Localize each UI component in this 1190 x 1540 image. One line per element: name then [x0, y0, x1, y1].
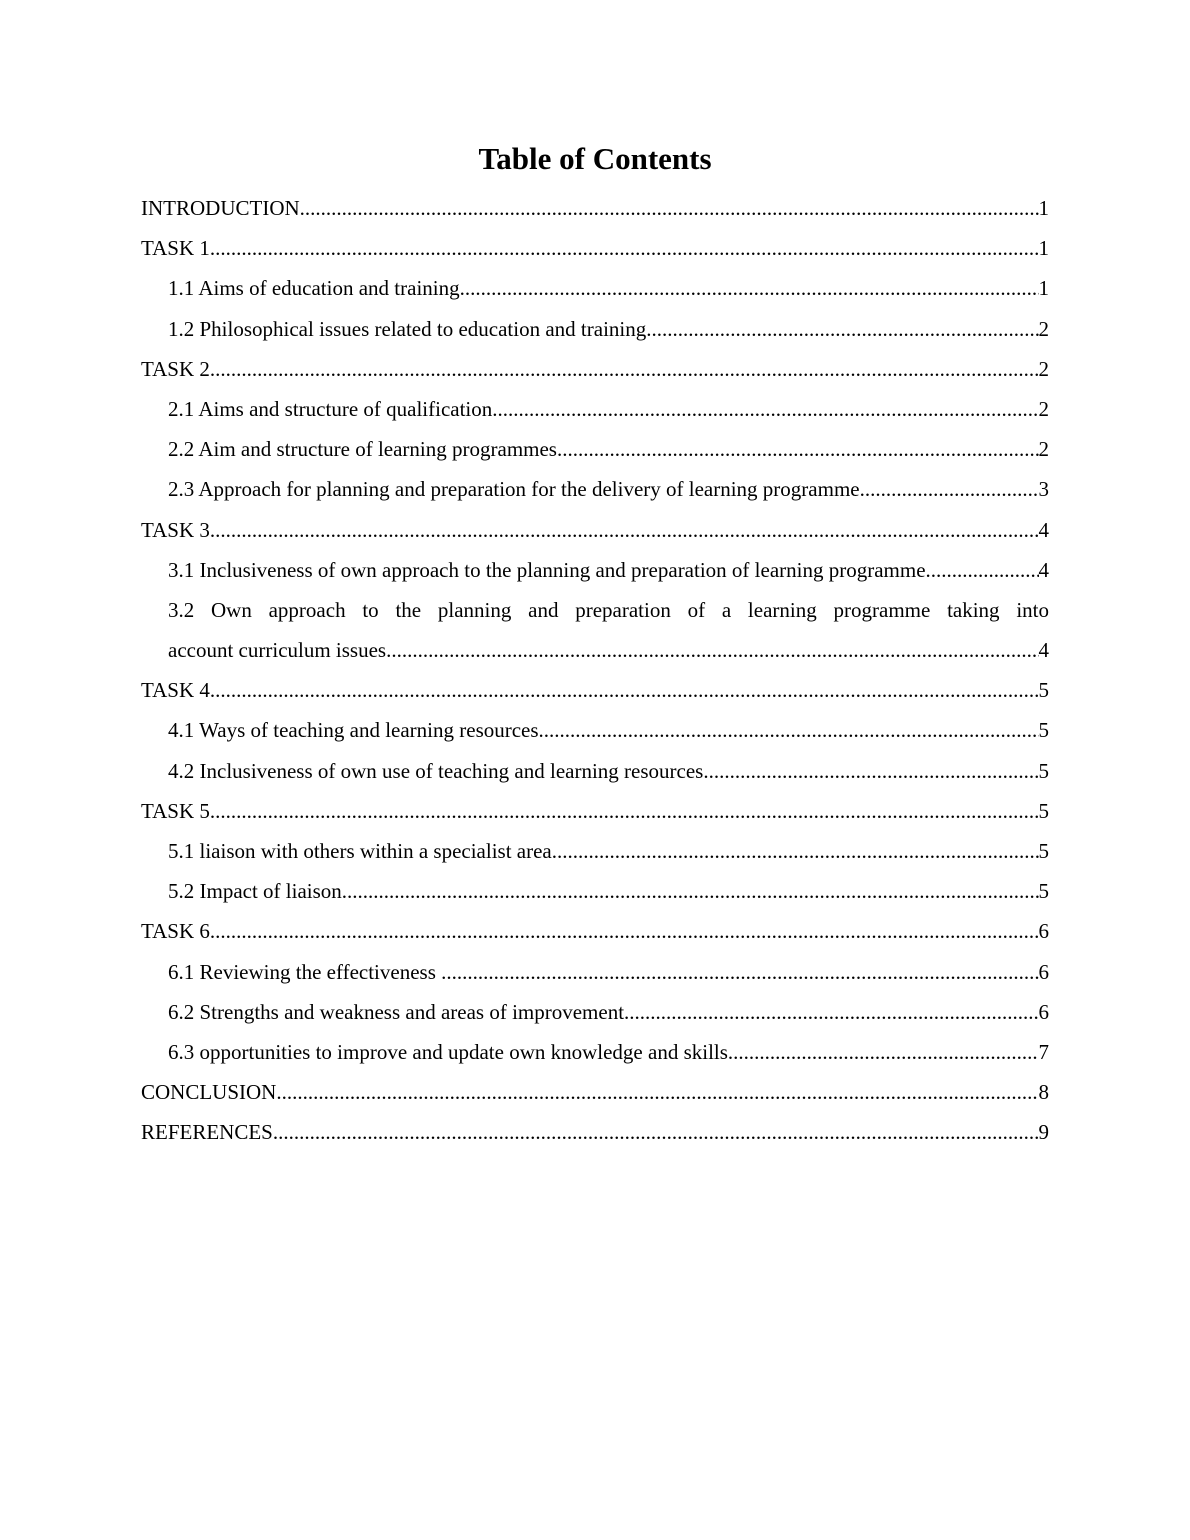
dot-leader — [210, 351, 1039, 387]
dot-leader — [210, 230, 1039, 266]
toc-entry-label: 6.2 Strengths and weakness and areas of improvement — [168, 994, 624, 1030]
toc-entry-label: 5.1 liaison with others within a specialist area — [168, 833, 552, 869]
dot-leader — [860, 471, 1039, 507]
toc-entry-conclusion[interactable] — [141, 1074, 1049, 1114]
dot-leader — [926, 552, 1039, 588]
toc-page-number: 6 — [1038, 959, 1049, 984]
toc-entry-6-2[interactable] — [141, 994, 1049, 1034]
toc-entry-label: CONCLUSION — [141, 1074, 276, 1110]
dot-leader — [624, 994, 1038, 1030]
toc-entry-label: TASK 1 — [141, 230, 210, 266]
dot-leader — [210, 512, 1039, 548]
dot-leader — [273, 1114, 1039, 1150]
toc-page-number: 7 — [1038, 1039, 1049, 1064]
dot-leader — [492, 391, 1038, 427]
toc-entry-2-1[interactable] — [141, 391, 1049, 431]
toc-page-number: 2 — [1038, 437, 1049, 462]
toc-entry-label: 1.1 Aims of education and training — [168, 270, 460, 306]
toc-entry-label: 3.1 Inclusiveness of own approach to the planning and preparation of learning programme — [168, 552, 926, 588]
dot-leader — [210, 913, 1039, 949]
dot-leader — [276, 1074, 1038, 1110]
toc-page-number: 1 — [1038, 236, 1049, 261]
toc-entry-label: 4.1 Ways of teaching and learning resources — [168, 712, 539, 748]
toc-entry-task-3[interactable] — [141, 512, 1049, 552]
toc-page-number: 4 — [1038, 557, 1049, 582]
toc-entry-4-1[interactable] — [141, 712, 1049, 752]
toc-page-number: 5 — [1038, 758, 1049, 783]
dot-leader — [703, 753, 1038, 789]
toc-page-number: 5 — [1038, 879, 1049, 904]
toc-entry-4-2[interactable] — [141, 753, 1049, 793]
toc-page-number: 2 — [1038, 316, 1049, 341]
toc-entry-1-1[interactable] — [141, 270, 1049, 310]
toc-page-number: 8 — [1038, 1080, 1049, 1105]
toc-entry-task-4[interactable] — [141, 672, 1049, 712]
dot-leader — [557, 431, 1039, 467]
toc-entry-label: REFERENCES — [141, 1114, 273, 1150]
toc-entry-label: 5.2 Impact of liaison — [168, 873, 342, 909]
toc-entry-5-2[interactable] — [141, 873, 1049, 913]
toc-entry-task-5[interactable] — [141, 793, 1049, 833]
toc-entry-task-1[interactable] — [141, 230, 1049, 270]
toc-entry-3-1[interactable] — [141, 552, 1049, 592]
toc-entry-label-line-2: account curriculum issues — [168, 632, 386, 668]
toc-list — [141, 190, 1049, 1155]
toc-entry-label: TASK 5 — [141, 793, 210, 829]
toc-entry-2-3[interactable] — [141, 471, 1049, 511]
toc-page-number: 4 — [1038, 638, 1049, 663]
toc-page-number: 1 — [1038, 196, 1049, 220]
toc-page-number: 3 — [1038, 477, 1049, 502]
toc-entry-label: 2.3 Approach for planning and preparation for the delivery of learning programme — [168, 471, 860, 507]
dot-leader — [552, 833, 1039, 869]
toc-entry-task-6[interactable] — [141, 913, 1049, 953]
dot-leader — [460, 270, 1039, 306]
toc-page-number: 1 — [1038, 276, 1049, 301]
dot-leader — [210, 793, 1039, 829]
toc-title: Table of Contents — [478, 141, 712, 176]
toc-entry-1-2[interactable] — [141, 311, 1049, 351]
toc-page-number: 5 — [1038, 678, 1049, 703]
toc-entry-2-2[interactable] — [141, 431, 1049, 471]
toc-entry-label: INTRODUCTION — [141, 190, 300, 226]
toc-entry-label: 6.3 opportunities to improve and update own knowledge and skills — [168, 1034, 728, 1070]
toc-entry-label: TASK 6 — [141, 913, 210, 949]
dot-leader — [441, 954, 1038, 990]
dot-leader — [539, 712, 1039, 748]
toc-entry-label: TASK 4 — [141, 672, 210, 708]
toc-entry-6-1[interactable] — [141, 954, 1049, 994]
toc-entry-label: TASK 3 — [141, 512, 210, 548]
toc-entry-label: 1.2 Philosophical issues related to education and training — [168, 311, 646, 347]
dot-leader — [342, 873, 1039, 909]
toc-entry-label: 2.1 Aims and structure of qualification — [168, 391, 492, 427]
dot-leader — [300, 190, 1039, 226]
toc-page-number: 5 — [1038, 839, 1049, 863]
toc-page-number: 5 — [1038, 798, 1049, 823]
dot-leader — [728, 1034, 1039, 1070]
toc-entry-label: TASK 2 — [141, 351, 210, 387]
toc-page-number: 6 — [1038, 919, 1049, 944]
toc-entry-task-2[interactable] — [141, 351, 1049, 391]
toc-entry-label-line-1: 3.2 Own approach to the planning and preparation of a learning programme taking into — [168, 597, 1049, 622]
toc-entry-label-line-2-row — [168, 632, 1049, 672]
toc-entry-label: 2.2 Aim and structure of learning programmes — [168, 431, 557, 467]
toc-page-number: 2 — [1038, 396, 1049, 421]
dot-leader — [646, 311, 1038, 347]
toc-page-number: 2 — [1038, 356, 1049, 381]
toc-entry-label: 6.1 Reviewing the effectiveness — [168, 954, 441, 990]
toc-entry-introduction[interactable] — [141, 190, 1049, 230]
toc-entry-references[interactable] — [141, 1114, 1049, 1154]
dot-leader — [386, 632, 1038, 668]
toc-page-number: 5 — [1038, 718, 1049, 743]
toc-entry-3-2[interactable] — [141, 592, 1049, 672]
toc-page-number: 4 — [1038, 517, 1049, 542]
toc-entry-6-3[interactable] — [141, 1034, 1049, 1074]
dot-leader — [210, 672, 1039, 708]
toc-page-number: 9 — [1038, 1120, 1049, 1145]
toc-entry-5-1[interactable] — [141, 833, 1049, 873]
toc-entry-label: 4.2 Inclusiveness of own use of teaching and learning resources — [168, 753, 703, 789]
toc-page-number: 6 — [1038, 999, 1049, 1024]
